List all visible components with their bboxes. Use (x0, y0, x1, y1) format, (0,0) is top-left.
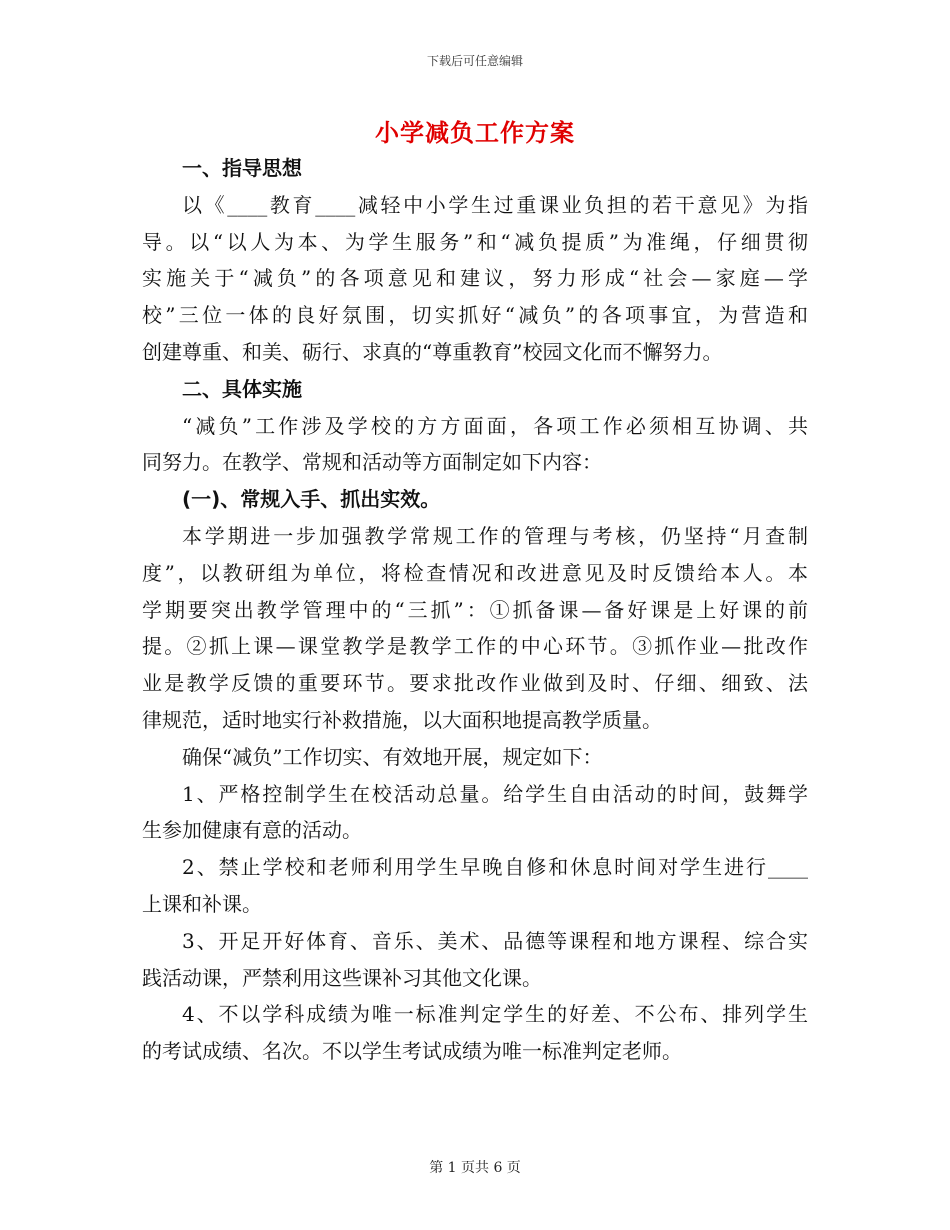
text-line: 校”三位一体的良好氛围，切实抓好“减负”的各项事宜，为营造和 (142, 303, 808, 328)
text-line: 同努力。在教学、常规和活动等方面制定如下内容： (142, 450, 602, 475)
text-line: 实施关于“减负”的各项意见和建议，努力形成“社会—家庭—学 (142, 266, 808, 291)
text-line: 学期要突出教学管理中的“三抓”：①抓备课—备好课是上好课的前 (142, 597, 808, 622)
text-line: 律规范，适时地实行补救措施，以大面积地提高教学质量。 (142, 707, 662, 732)
text-line: 上课和补课。 (142, 891, 262, 916)
text-line: 确保“减负”工作切实、有效地开展，规定如下： (182, 744, 603, 769)
section-heading: 二、具体实施 (182, 376, 302, 401)
text-line: 业是教学反馈的重要环节。要求批改作业做到及时、仔细、细致、法 (142, 671, 808, 696)
page-footer: 第 1 页共 6 页 (429, 1160, 521, 1176)
text-line: 1、严格控制学生在校活动总量。给学生自由活动的时间，鼓舞学 (182, 781, 808, 806)
document-title: 小学减负工作方案 (375, 119, 575, 147)
text-line: “减负”工作涉及学校的方方面面，各项工作必须相互协调、共 (182, 413, 808, 438)
text-line: 3、开足开好体育、音乐、美术、品德等课程和地方课程、综合实 (182, 928, 808, 953)
document-body (142, 150, 808, 1070)
text-line: 导。以“以人为本、为学生服务”和“减负提质”为准绳，仔细贯彻 (142, 229, 808, 254)
text-line: 2、禁止学校和老师利用学生早晚自修和休息时间对学生进行____ (182, 855, 808, 880)
text-line: 创建尊重、和美、砺行、求真的“尊重教育”校园文化而不懈努力。 (142, 339, 723, 364)
text-line: 生参加健康有意的活动。 (142, 818, 362, 843)
text-line: 践活动课，严禁利用这些课补习其他文化课。 (142, 965, 542, 990)
page-header: 下载后可任意编辑 (426, 54, 523, 68)
text-line: 本学期进一步加强教学常规工作的管理与考核，仍坚持“月查制 (182, 523, 808, 548)
text-line: 度”，以教研组为单位，将检查情况和改进意见及时反馈给本人。本 (142, 560, 808, 585)
text-line: 的考试成绩、名次。不以学生考试成绩为唯一标准判定老师。 (142, 1039, 682, 1064)
section-heading: (一)、常规入手、抓出实效。 (182, 487, 441, 512)
text-line: 以《____教育____减轻中小学生过重课业负担的若干意见》为指 (182, 192, 808, 217)
text-line: 4、不以学科成绩为唯一标准判定学生的好差、不公布、排列学生 (182, 1002, 808, 1027)
section-heading: 一、指导思想 (182, 156, 302, 180)
text-line: 提。②抓上课—课堂教学是教学工作的中心环节。③抓作业—批改作 (142, 634, 808, 659)
